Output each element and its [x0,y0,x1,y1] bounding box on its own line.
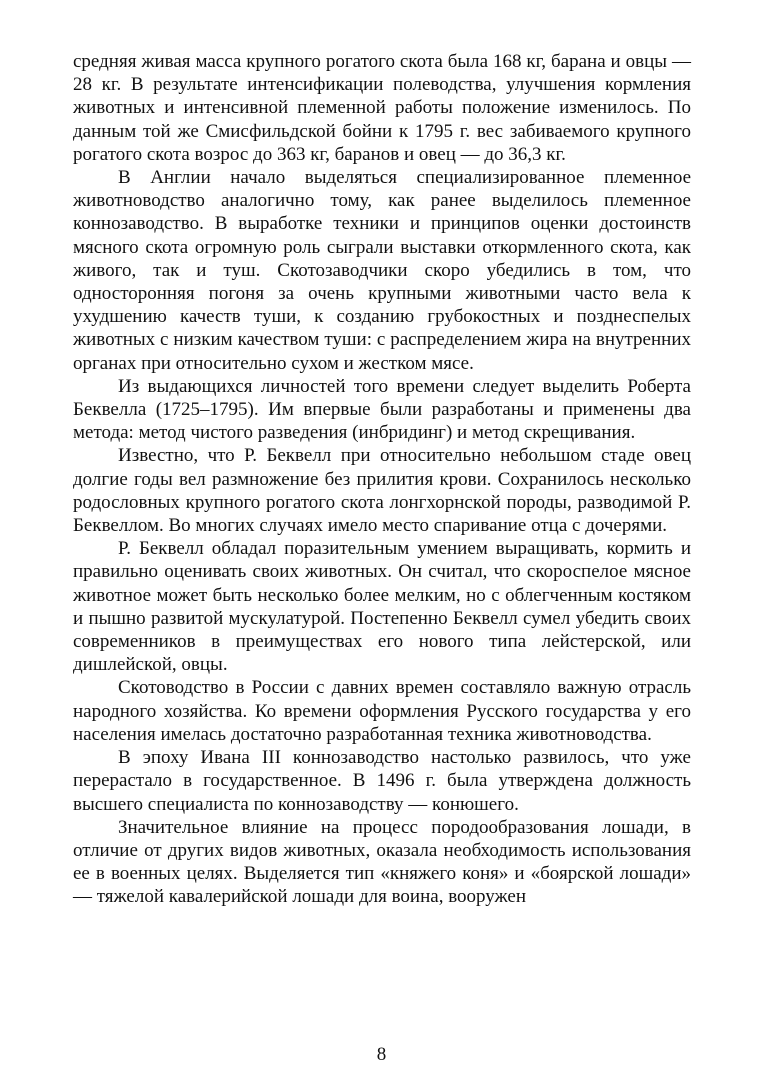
paragraph-continuation: средняя живая масса крупного рогатого скота была 168 кг, барана и овцы — 28 кг. В результате интенсификации полеводства, улучшения кормления животных и интенсивной племенной работы положение изменилось. По данным той же Смисфильдской бойни к 1795 г. вес забиваемого крупного рогатого скота возрос до 363 кг, баранов и овец — до 36,3 кг. [73,51,691,165]
paragraph-england-breeding: В Англии начало выделяться специализированное племенное животноводство аналогично тому, как ранее выделилось племенное коннозаводство. В выработке техники и принципов оценки достоинств мясного скота огромную роль сыграли выставки откормленного скота, как живого, так и туш. Скотозаводчики скоро убедились в том, что односторонняя погоня за очень крупными животными часто вела к ухудшению качеств туши, к созданию грубокостных и позднеспелых животных с низким качеством туши: с распределением жира на внутренних органах при относительно сухом и жестком мясе. [73,167,691,374]
page-number: 8 [376,1044,387,1065]
paragraph-bakewell-intro: Из выдающихся личностей того времени следует выделить Роберта Беквелла (1725–1795). Им впервые были разработаны и применены два метода: метод чистого разведения (инбридинг) и метод скрещивания. [73,375,691,444]
paragraph-bakewell-skill: Р. Беквелл обладал поразительным умением выращивать, кормить и правильно оценивать своих животных. Он считал, что скороспелое мясное животное может быть несколько более мелким, но с облегченным костяком и пышно развитой мускулатурой. Постепенно Беквелл сумел убедить своих современников в преимуществах его нового типа лейстерской, или дишлейской, овцы. [73,538,691,676]
paragraph-horse-breeding: Значительное влияние на процесс породообразования лошади, в отличие от других видов животных, оказала необходимость использования ее в военных целях. Выделяется тип «княжего коня» и «боярской лошади» — тяжелой кавалерийской лошади для воина, вооружен [73,816,691,908]
document-body [73,50,691,909]
paragraph-russia-livestock: Скотоводство в России с давних времен составляло важную отрасль народного хозяйства. Ко времени оформления Русского государства у его населения имелась достаточно разработанная техника животноводства. [73,677,691,745]
paragraph-bakewell-inbreeding: Известно, что Р. Беквелл при относительно небольшом стаде овец долгие годы вел размножение без прилития крови. Сохранилось несколько родословных крупного рогатого скота лонгхорнской породы, разводимой Р. Беквеллом. Во многих случаях имело место спаривание отца с дочерями. [73,445,691,537]
paragraph-ivan-iii: В эпоху Ивана III коннозаводство настолько развилось, что уже перерастало в государственное. В 1496 г. была утверждена должность высшего специалиста по коннозаводству — конюшего. [73,747,691,815]
